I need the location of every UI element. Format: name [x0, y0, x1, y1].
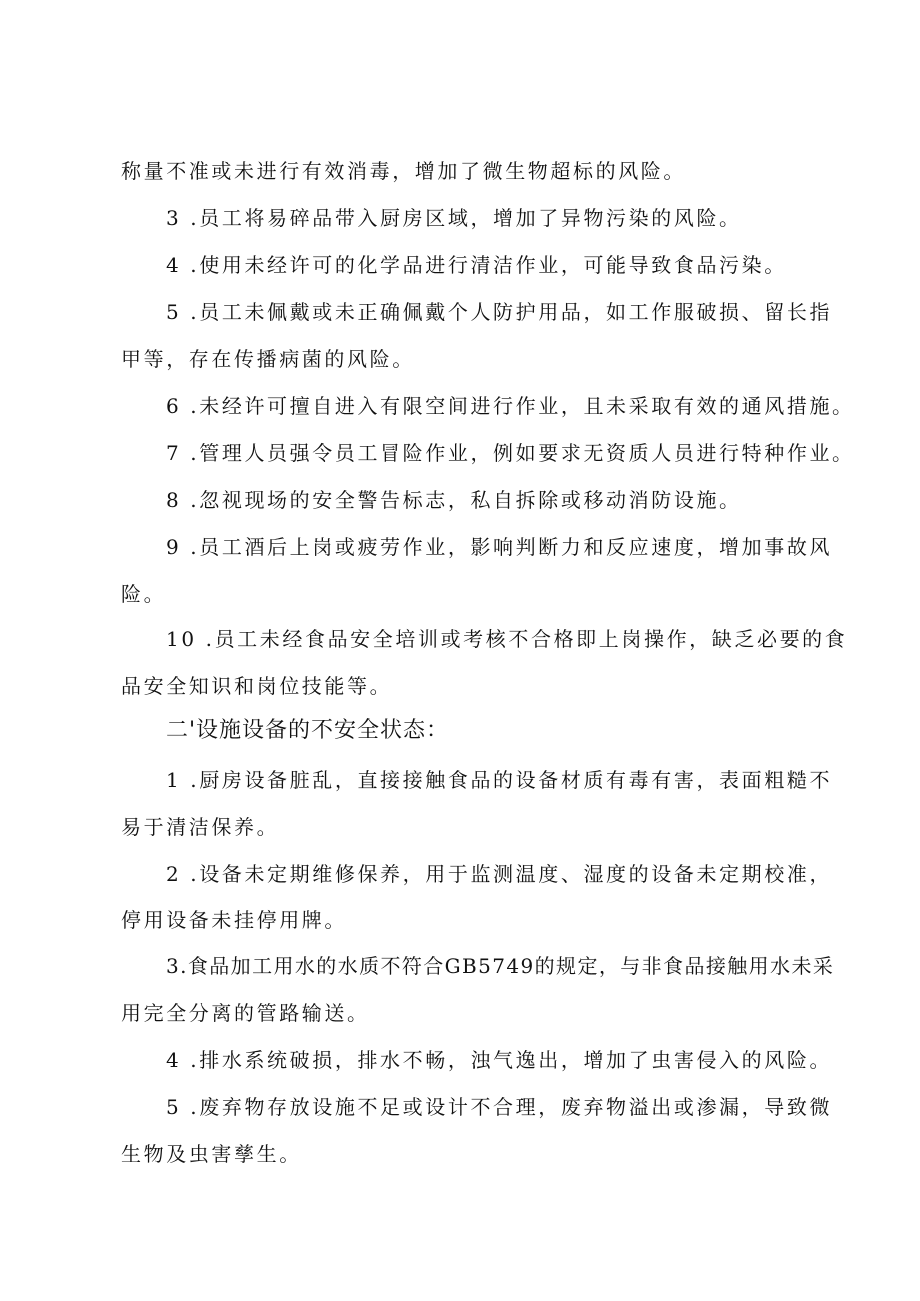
section-heading: 二'设施设备的不安全状态： — [166, 718, 450, 743]
list-item-6: 6 .未经许可擅自进入有限空间进行作业，且未采取有效的通风措施。 — [166, 394, 855, 418]
list-item-4b: 4 .排水系统破损，排水不畅，浊气逸出，增加了虫害侵入的风险。 — [166, 1048, 833, 1072]
list-item-3: 3 .员工将易碎品带入厨房区域，增加了异物污染的风险。 — [166, 206, 742, 230]
list-item-5b: 5 .废弃物存放设施不足或设计不合理，废弃物溢出或渗漏，导致微 — [166, 1095, 833, 1119]
list-item-7: 7 .管理人员强令员工冒险作业，例如要求无资质人员进行特种作业。 — [166, 441, 855, 465]
list-item-5b-continuation: 生物及虫害孳生。 — [121, 1142, 302, 1166]
list-item-8: 8 .忽视现场的安全警告标志，私自拆除或移动消防设施。 — [166, 488, 742, 512]
list-item-9-continuation: 险。 — [121, 582, 167, 606]
list-item-5-continuation: 甲等，存在传播病菌的风险。 — [121, 347, 415, 371]
list-item-10-continuation: 品安全知识和岗位技能等。 — [121, 674, 393, 698]
list-item-4: 4 .使用未经许可的化学品进行清洁作业，可能导致食品污染。 — [166, 253, 787, 277]
list-item-3b: 3.食品加工用水的水质不符合GB5749的规定，与非食品接触用水未采 — [166, 954, 835, 978]
list-item-1: 1 .厨房设备脏乱，直接接触食品的设备材质有毒有害，表面粗糙不 — [166, 768, 833, 792]
list-item-2-continuation: 停用设备未挂停用牌。 — [121, 908, 347, 932]
paragraph-continuation: 称量不准或未进行有效消毒，增加了微生物超标的风险。 — [121, 159, 686, 183]
list-item-5: 5 .员工未佩戴或未正确佩戴个人防护用品，如工作服破损、留长指 — [166, 300, 833, 324]
list-item-10: 10 .员工未经食品安全培训或考核不合格即上岗操作，缺乏必要的食 — [166, 627, 848, 651]
list-item-1-continuation: 易于清洁保养。 — [121, 815, 280, 839]
list-item-2: 2 .设备未定期维修保养，用于监测温度、湿度的设备未定期校准， — [166, 862, 833, 886]
list-item-3b-continuation: 用完全分离的管路输送。 — [121, 1001, 370, 1025]
list-item-9: 9 .员工酒后上岗或疲劳作业，影响判断力和反应速度，增加事故风 — [166, 535, 833, 559]
